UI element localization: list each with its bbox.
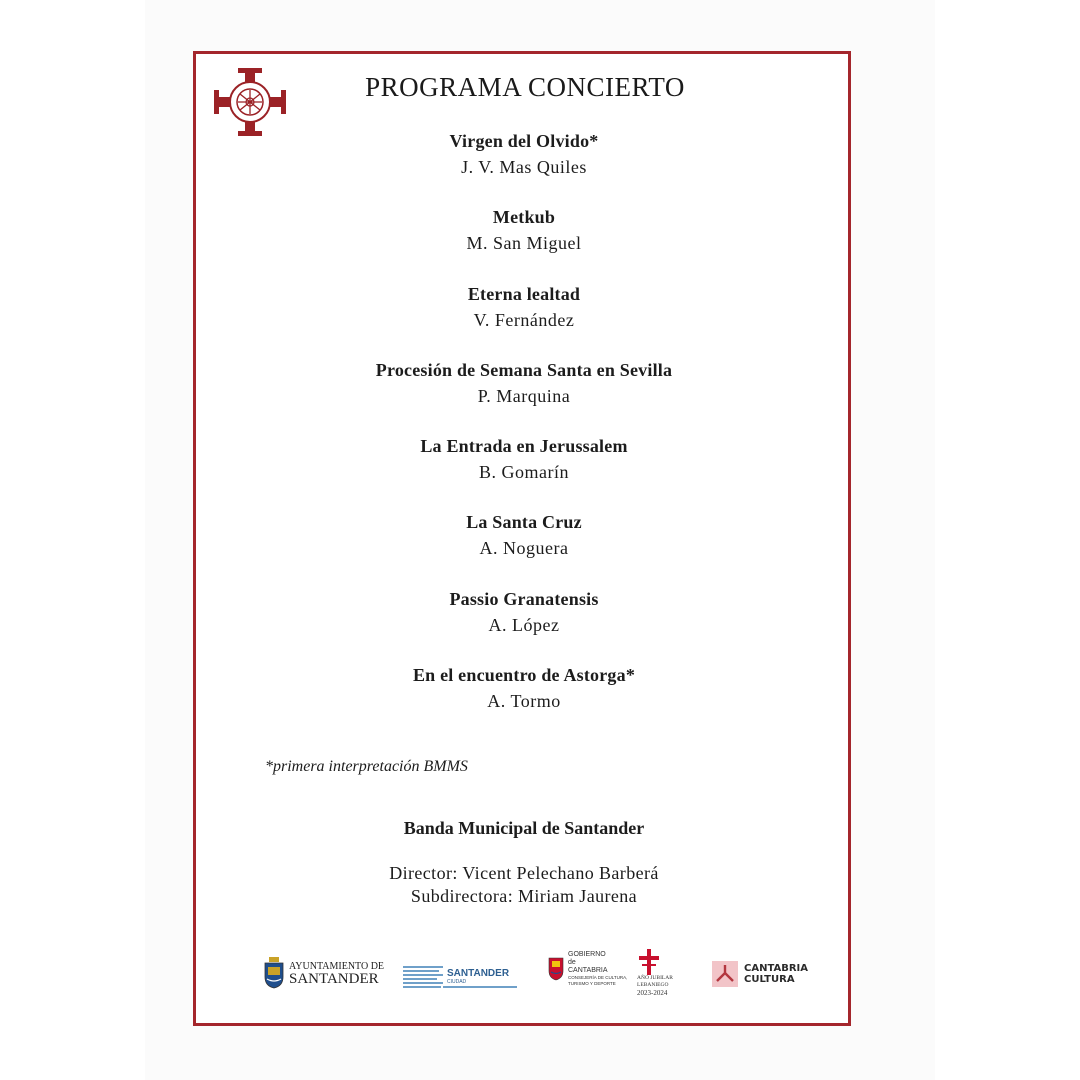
subdirector-credit: Subdirectora: Miriam Jaurena	[410, 886, 638, 906]
piece-title: Virgen del Olvido*	[449, 131, 599, 151]
cantabria-shield-icon	[548, 957, 564, 981]
program-item	[280, 204, 768, 280]
cantabria-cultura-wordmark: CANTABRIA CULTURA	[744, 963, 809, 985]
cantabria-cultura-logo	[712, 961, 808, 987]
piece-title: Procesión de Semana Santa en Sevilla	[375, 359, 673, 380]
program-list	[280, 128, 768, 738]
program-item	[280, 586, 768, 662]
piece-composer: B. Gomarín	[479, 462, 569, 483]
santander-ciudad-logo	[403, 963, 519, 991]
piece-title: Passio Granatensis	[449, 588, 599, 609]
gobierno-cantabria-logo	[548, 951, 627, 987]
piece-title: Metkub	[492, 207, 556, 228]
page-title: PROGRAMA CONCIERTO	[365, 72, 685, 102]
ayuntamiento-wordmark: AYUNTAMIENTO DE SANTANDER	[289, 961, 385, 987]
director-credit: Director: Vicent Pelechano Barberá	[389, 863, 659, 883]
credits	[300, 862, 748, 908]
piece-composer: P. Marquina	[477, 385, 571, 406]
jubilar-wordmark: AÑO JUBILAR LEBANIEGO 2023-2024	[637, 975, 673, 997]
program-item	[280, 281, 768, 357]
sponsor-logos	[255, 945, 815, 1005]
piece-title: La Entrada en Jerussalem	[420, 436, 628, 457]
program-item	[280, 433, 768, 509]
program-item	[280, 509, 768, 585]
piece-composer: M. San Miguel	[466, 233, 582, 254]
piece-composer: V. Fernández	[473, 309, 575, 330]
coat-of-arms-icon	[263, 957, 285, 989]
piece-title: En el encuentro de Astorga*	[412, 665, 636, 686]
jubilee-cross-icon	[637, 949, 661, 975]
santander-ciudad-name: SANTANDER	[447, 968, 510, 979]
santander-ciudad-tag: CIUDAD	[447, 979, 467, 985]
ayuntamiento-santander-logo	[263, 957, 384, 989]
band-name: Banda Municipal de Santander	[403, 818, 645, 838]
gobierno-wordmark: GOBIERNO de CANTABRIA CONSEJERÍA DE CULTURA, TURISMO Y DEPORTE	[568, 951, 628, 986]
piece-composer: J. V. Mas Quiles	[461, 157, 587, 177]
program-item	[280, 357, 768, 433]
footnote: *primera interpretación BMMS	[265, 758, 468, 775]
junta-de-cofradias-emblem	[210, 64, 290, 140]
piece-title: Eterna lealtad	[467, 283, 581, 304]
program-item	[280, 662, 768, 738]
ano-jubilar-lebaniego-logo	[637, 949, 673, 997]
piece-title: La Santa Cruz	[466, 512, 582, 533]
piece-composer: A. Tormo	[487, 691, 561, 712]
piece-composer: A. Noguera	[479, 538, 569, 559]
cantabria-cultura-mark-icon	[712, 961, 738, 987]
program-item	[280, 128, 768, 204]
piece-composer: A. López	[488, 614, 560, 635]
